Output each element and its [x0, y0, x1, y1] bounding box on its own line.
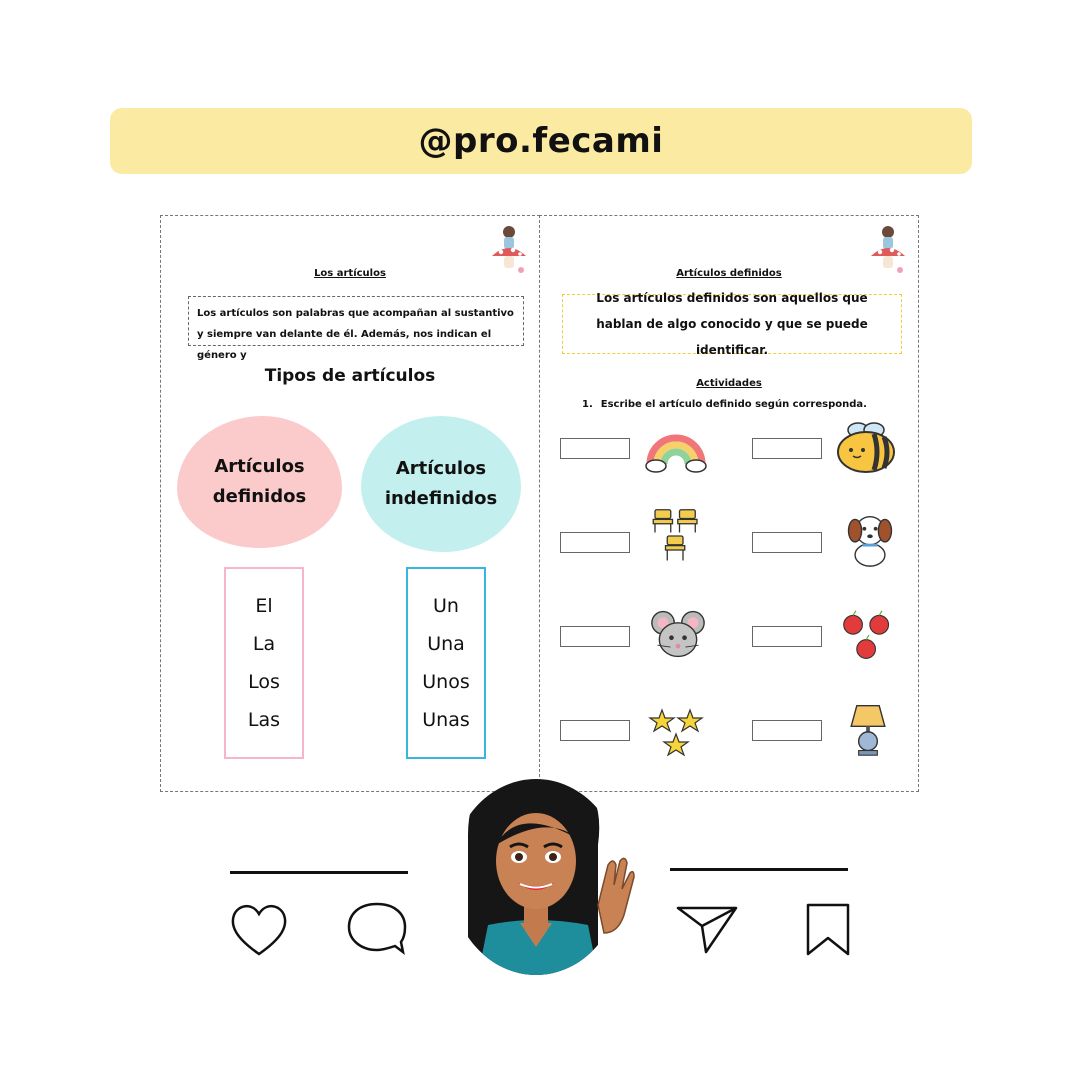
answer-box-mouse[interactable]: [560, 626, 630, 647]
sheet-title: Artículos definidos: [676, 268, 782, 279]
divider-line-right: [670, 868, 848, 871]
article-item: Los: [248, 671, 280, 693]
rainbow-icon: [644, 420, 708, 476]
comment-icon[interactable]: [345, 900, 409, 958]
instruction-text: Escribe el artículo definido según corresponda.: [600, 399, 867, 410]
answer-box-bee[interactable]: [752, 438, 822, 459]
worksheet-right: [539, 215, 919, 792]
indefinidos-bubble: [361, 416, 521, 552]
instruction-number: 1.: [582, 399, 593, 410]
indefinidos-list: [406, 567, 486, 759]
answer-box-dog[interactable]: [752, 532, 822, 553]
article-item: Las: [247, 709, 281, 731]
answer-box-apples[interactable]: [752, 626, 822, 647]
instruction: [582, 399, 867, 410]
answer-box-lamp[interactable]: [752, 720, 822, 741]
answer-box-stars[interactable]: [560, 720, 630, 741]
mouse-icon: [646, 606, 710, 662]
indefinidos-label-2: indefinidos: [384, 488, 498, 509]
answer-box-rainbow[interactable]: [560, 438, 630, 459]
article-item: El: [255, 595, 273, 617]
bookmark-icon[interactable]: [805, 902, 851, 958]
stars-icon: [648, 706, 712, 762]
dog-icon: [838, 512, 902, 568]
divider-line-left: [230, 871, 408, 874]
article-item: Unos: [422, 671, 470, 693]
definidos-label-2: definidos: [212, 486, 307, 507]
indefinidos-label-1: Artículos: [395, 458, 487, 479]
types-title: Tipos de artículos: [264, 366, 436, 386]
answer-box-chairs[interactable]: [560, 532, 630, 553]
handle-text: @pro.fecami: [418, 121, 664, 161]
article-item: Unas: [422, 709, 470, 731]
banner: [110, 108, 972, 174]
send-icon[interactable]: [676, 902, 740, 956]
bee-icon: [834, 420, 898, 476]
definidos-bubble: [177, 416, 342, 548]
article-item: La: [252, 633, 276, 655]
definition-box: Los artículos definidos son aquellos que hablan de algo conocido y que se puede identificar.: [562, 294, 902, 354]
definidos-list: [224, 567, 304, 759]
lamp-icon: [836, 702, 900, 758]
activities-title: Actividades: [696, 378, 762, 389]
definition-box: Los artículos son palabras que acompañan al sustantivo y siempre van delante de él. Además, nos indican el género y: [188, 296, 524, 346]
sheet-title: Los artículos: [314, 268, 386, 279]
apples-icon: [836, 608, 900, 664]
avatar: [448, 765, 634, 975]
chairs-icon: [644, 508, 708, 564]
article-item: Una: [427, 633, 465, 655]
definidos-label-1: Artículos: [214, 456, 305, 477]
worksheet-left: [160, 215, 540, 792]
heart-icon[interactable]: [228, 900, 290, 958]
article-item: Un: [433, 595, 459, 617]
